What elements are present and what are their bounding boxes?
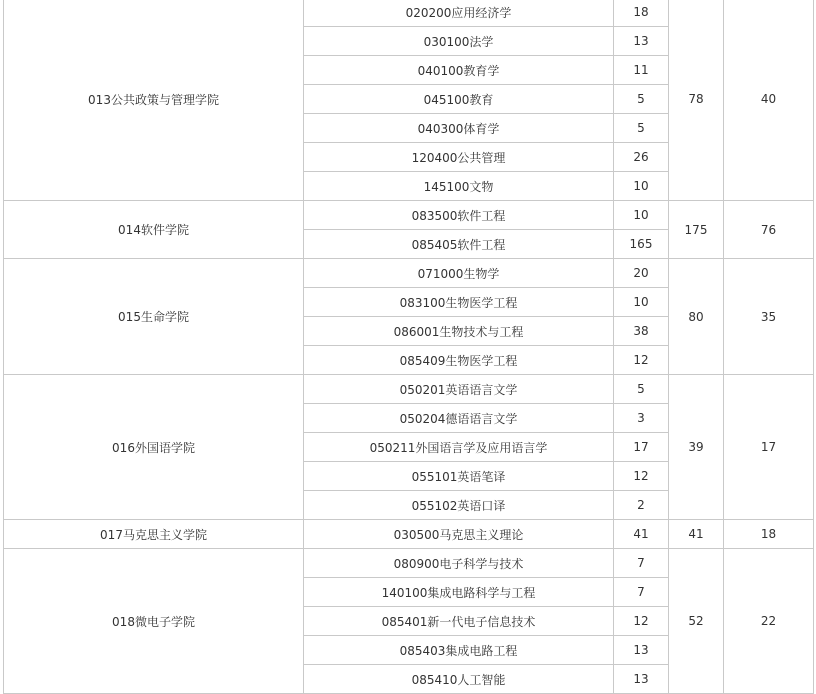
major-count-cell: 5 <box>614 375 669 404</box>
major-count-cell: 5 <box>614 114 669 143</box>
college-total-cell: 175 <box>669 201 724 259</box>
college-recommended-cell: 35 <box>724 259 814 375</box>
major-count-cell: 7 <box>614 549 669 578</box>
college-total-cell: 80 <box>669 259 724 375</box>
major-name-cell: 040300体育学 <box>304 114 614 143</box>
major-name-cell: 140100集成电路科学与工程 <box>304 578 614 607</box>
major-name-cell: 045100教育 <box>304 85 614 114</box>
major-name-cell: 071000生物学 <box>304 259 614 288</box>
major-name-cell: 083500软件工程 <box>304 201 614 230</box>
major-name-cell: 050201英语语言文学 <box>304 375 614 404</box>
major-name-cell: 083100生物医学工程 <box>304 288 614 317</box>
major-name-cell: 086001生物技术与工程 <box>304 317 614 346</box>
major-count-cell: 10 <box>614 288 669 317</box>
college-name-cell: 016外国语学院 <box>4 375 304 520</box>
college-recommended-cell: 22 <box>724 549 814 694</box>
major-count-cell: 10 <box>614 172 669 201</box>
major-count-cell: 165 <box>614 230 669 259</box>
major-count-cell: 7 <box>614 578 669 607</box>
major-count-cell: 3 <box>614 404 669 433</box>
major-name-cell: 050211外国语言学及应用语言学 <box>304 433 614 462</box>
major-name-cell: 120400公共管理 <box>304 143 614 172</box>
major-name-cell: 040100教育学 <box>304 56 614 85</box>
major-name-cell: 055101英语笔译 <box>304 462 614 491</box>
college-name-cell: 015生命学院 <box>4 259 304 375</box>
major-name-cell: 145100文物 <box>304 172 614 201</box>
major-count-cell: 41 <box>614 520 669 549</box>
major-count-cell: 18 <box>614 0 669 27</box>
major-count-cell: 12 <box>614 607 669 636</box>
major-name-cell: 085409生物医学工程 <box>304 346 614 375</box>
college-recommended-cell: 76 <box>724 201 814 259</box>
table-row <box>4 549 814 578</box>
major-count-cell: 20 <box>614 259 669 288</box>
major-name-cell: 085401新一代电子信息技术 <box>304 607 614 636</box>
table-row <box>4 0 814 27</box>
major-count-cell: 5 <box>614 85 669 114</box>
college-recommended-cell: 18 <box>724 520 814 549</box>
major-count-cell: 26 <box>614 143 669 172</box>
college-recommended-cell: 40 <box>724 0 814 201</box>
major-count-cell: 12 <box>614 462 669 491</box>
college-total-cell: 39 <box>669 375 724 520</box>
major-count-cell: 10 <box>614 201 669 230</box>
college-recommended-cell: 17 <box>724 375 814 520</box>
major-name-cell: 055102英语口译 <box>304 491 614 520</box>
table-row <box>4 520 814 549</box>
college-name-cell: 014软件学院 <box>4 201 304 259</box>
major-name-cell: 085405软件工程 <box>304 230 614 259</box>
college-name-cell: 017马克思主义学院 <box>4 520 304 549</box>
college-total-cell: 52 <box>669 549 724 694</box>
admissions-table <box>3 0 814 694</box>
table-row <box>4 201 814 230</box>
table-body <box>4 0 814 694</box>
college-name-cell: 018微电子学院 <box>4 549 304 694</box>
major-name-cell: 085403集成电路工程 <box>304 636 614 665</box>
college-total-cell: 41 <box>669 520 724 549</box>
table-row <box>4 375 814 404</box>
college-total-cell: 78 <box>669 0 724 201</box>
major-name-cell: 020200应用经济学 <box>304 0 614 27</box>
major-count-cell: 11 <box>614 56 669 85</box>
major-count-cell: 13 <box>614 27 669 56</box>
major-name-cell: 085410人工智能 <box>304 665 614 694</box>
major-name-cell: 080900电子科学与技术 <box>304 549 614 578</box>
major-count-cell: 2 <box>614 491 669 520</box>
college-name-cell: 013公共政策与管理学院 <box>4 0 304 201</box>
major-count-cell: 13 <box>614 665 669 694</box>
table-row <box>4 259 814 288</box>
major-name-cell: 030100法学 <box>304 27 614 56</box>
major-count-cell: 13 <box>614 636 669 665</box>
major-name-cell: 050204德语语言文学 <box>304 404 614 433</box>
major-count-cell: 12 <box>614 346 669 375</box>
major-count-cell: 17 <box>614 433 669 462</box>
major-name-cell: 030500马克思主义理论 <box>304 520 614 549</box>
major-count-cell: 38 <box>614 317 669 346</box>
